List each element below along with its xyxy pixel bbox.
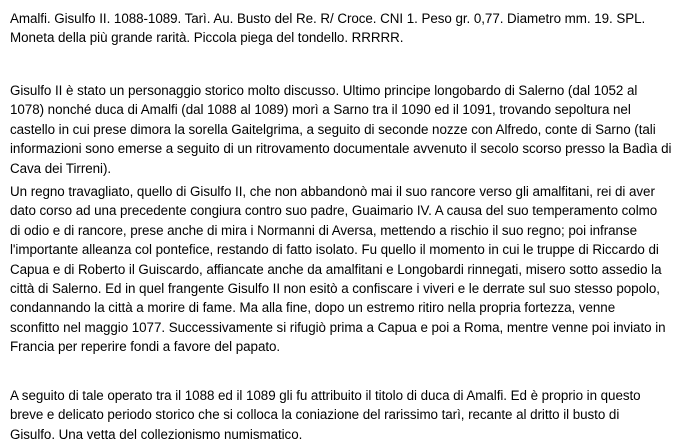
text-line: Francia per reperire fondi a favore del papato. — [10, 339, 281, 355]
text-line: sconfitto nel maggio 1077. Successivamente si rifugiò prima a Capua e poi a Roma, mentre venne poi inviato in — [10, 319, 666, 335]
text-line: Amalfi. Gisulfo II. 1088-1089. Tarì. Au. Busto del Re. R/ Croce. CNI 1. Peso gr. 0,77. Diametro mm. 19. SPL. — [10, 11, 646, 26]
text-line: Gisulfo II è stato un personaggio storico molto discusso. Ultimo principe longobardo di Salerno (dal 1052 al — [10, 83, 638, 98]
text-line: castello in cui prese dimora la sorella Gaitelgrima, a seguito di seconde nozze con Alfredo, conte di Sarno (tali — [10, 121, 656, 137]
text-line: 1078) nonché duca di Amalfi (dal 1088 al 1089) morì a Sarno tra il 1090 ed il 1091, trovando sepoltura nel — [10, 102, 631, 118]
text-line: dato corso ad una precedente congiura contro suo padre, Guaimario IV. A causa del suo temperamento colmo — [10, 203, 658, 219]
text-line: Moneta della più grande rarità. Piccola piega del tondello. RRRRR. — [10, 30, 404, 46]
text-line: Cava dei Tirreni). — [10, 160, 112, 176]
text-line: condannando la città a morire di fame. Ma alla fine, dopo un estremo ritiro nella propria fortezza, venne — [10, 300, 616, 316]
text-line: di odio e di rancore, prese anche di mira i Normanni di Aversa, mettendo a rischio il suo regno; poi infranse — [10, 222, 637, 238]
text-line: informazioni sono emerse a seguito di un ritrovamento documentale avvenuto il secolo scorso presso la Badìa di — [10, 141, 672, 157]
text-line: Un regno travagliato, quello di Gisulfo II, che non abbandonò mai il suo rancore verso gli amalfitani, rei di aver — [10, 184, 655, 199]
reign-paragraph — [10, 182, 666, 357]
biography-paragraph — [10, 81, 671, 178]
text-line: breve e delicato periodo storico che si colloca la coniazione del rarissimo tarì, recante al dritto il busto di — [10, 407, 620, 423]
conclusion-paragraph — [10, 386, 641, 444]
text-line: città di Salerno. Ed in quel frangente Gisulfo II non esitò a confiscare i viveri e le derrate sul suo stesso popolo, — [10, 281, 660, 297]
text-line: Gisulfo. Una vetta del collezionismo numismatico. — [10, 426, 303, 442]
coin-description-paragraph — [10, 9, 645, 48]
text-line: Capua e di Roberto il Guiscardo, affiancate anche da amalfitani e Longobardi rinnegati, misero sotto assedio la — [10, 261, 662, 277]
text-line: A seguito di tale operato tra il 1088 ed il 1089 gli fu attribuito il titolo di duca di Amalfi. Ed è proprio in questo — [10, 388, 641, 403]
text-line: l'importante alleanza col pontefice, restando di fatto isolato. Fu quello il momento in cui le truppe di Riccardo di — [10, 242, 659, 258]
